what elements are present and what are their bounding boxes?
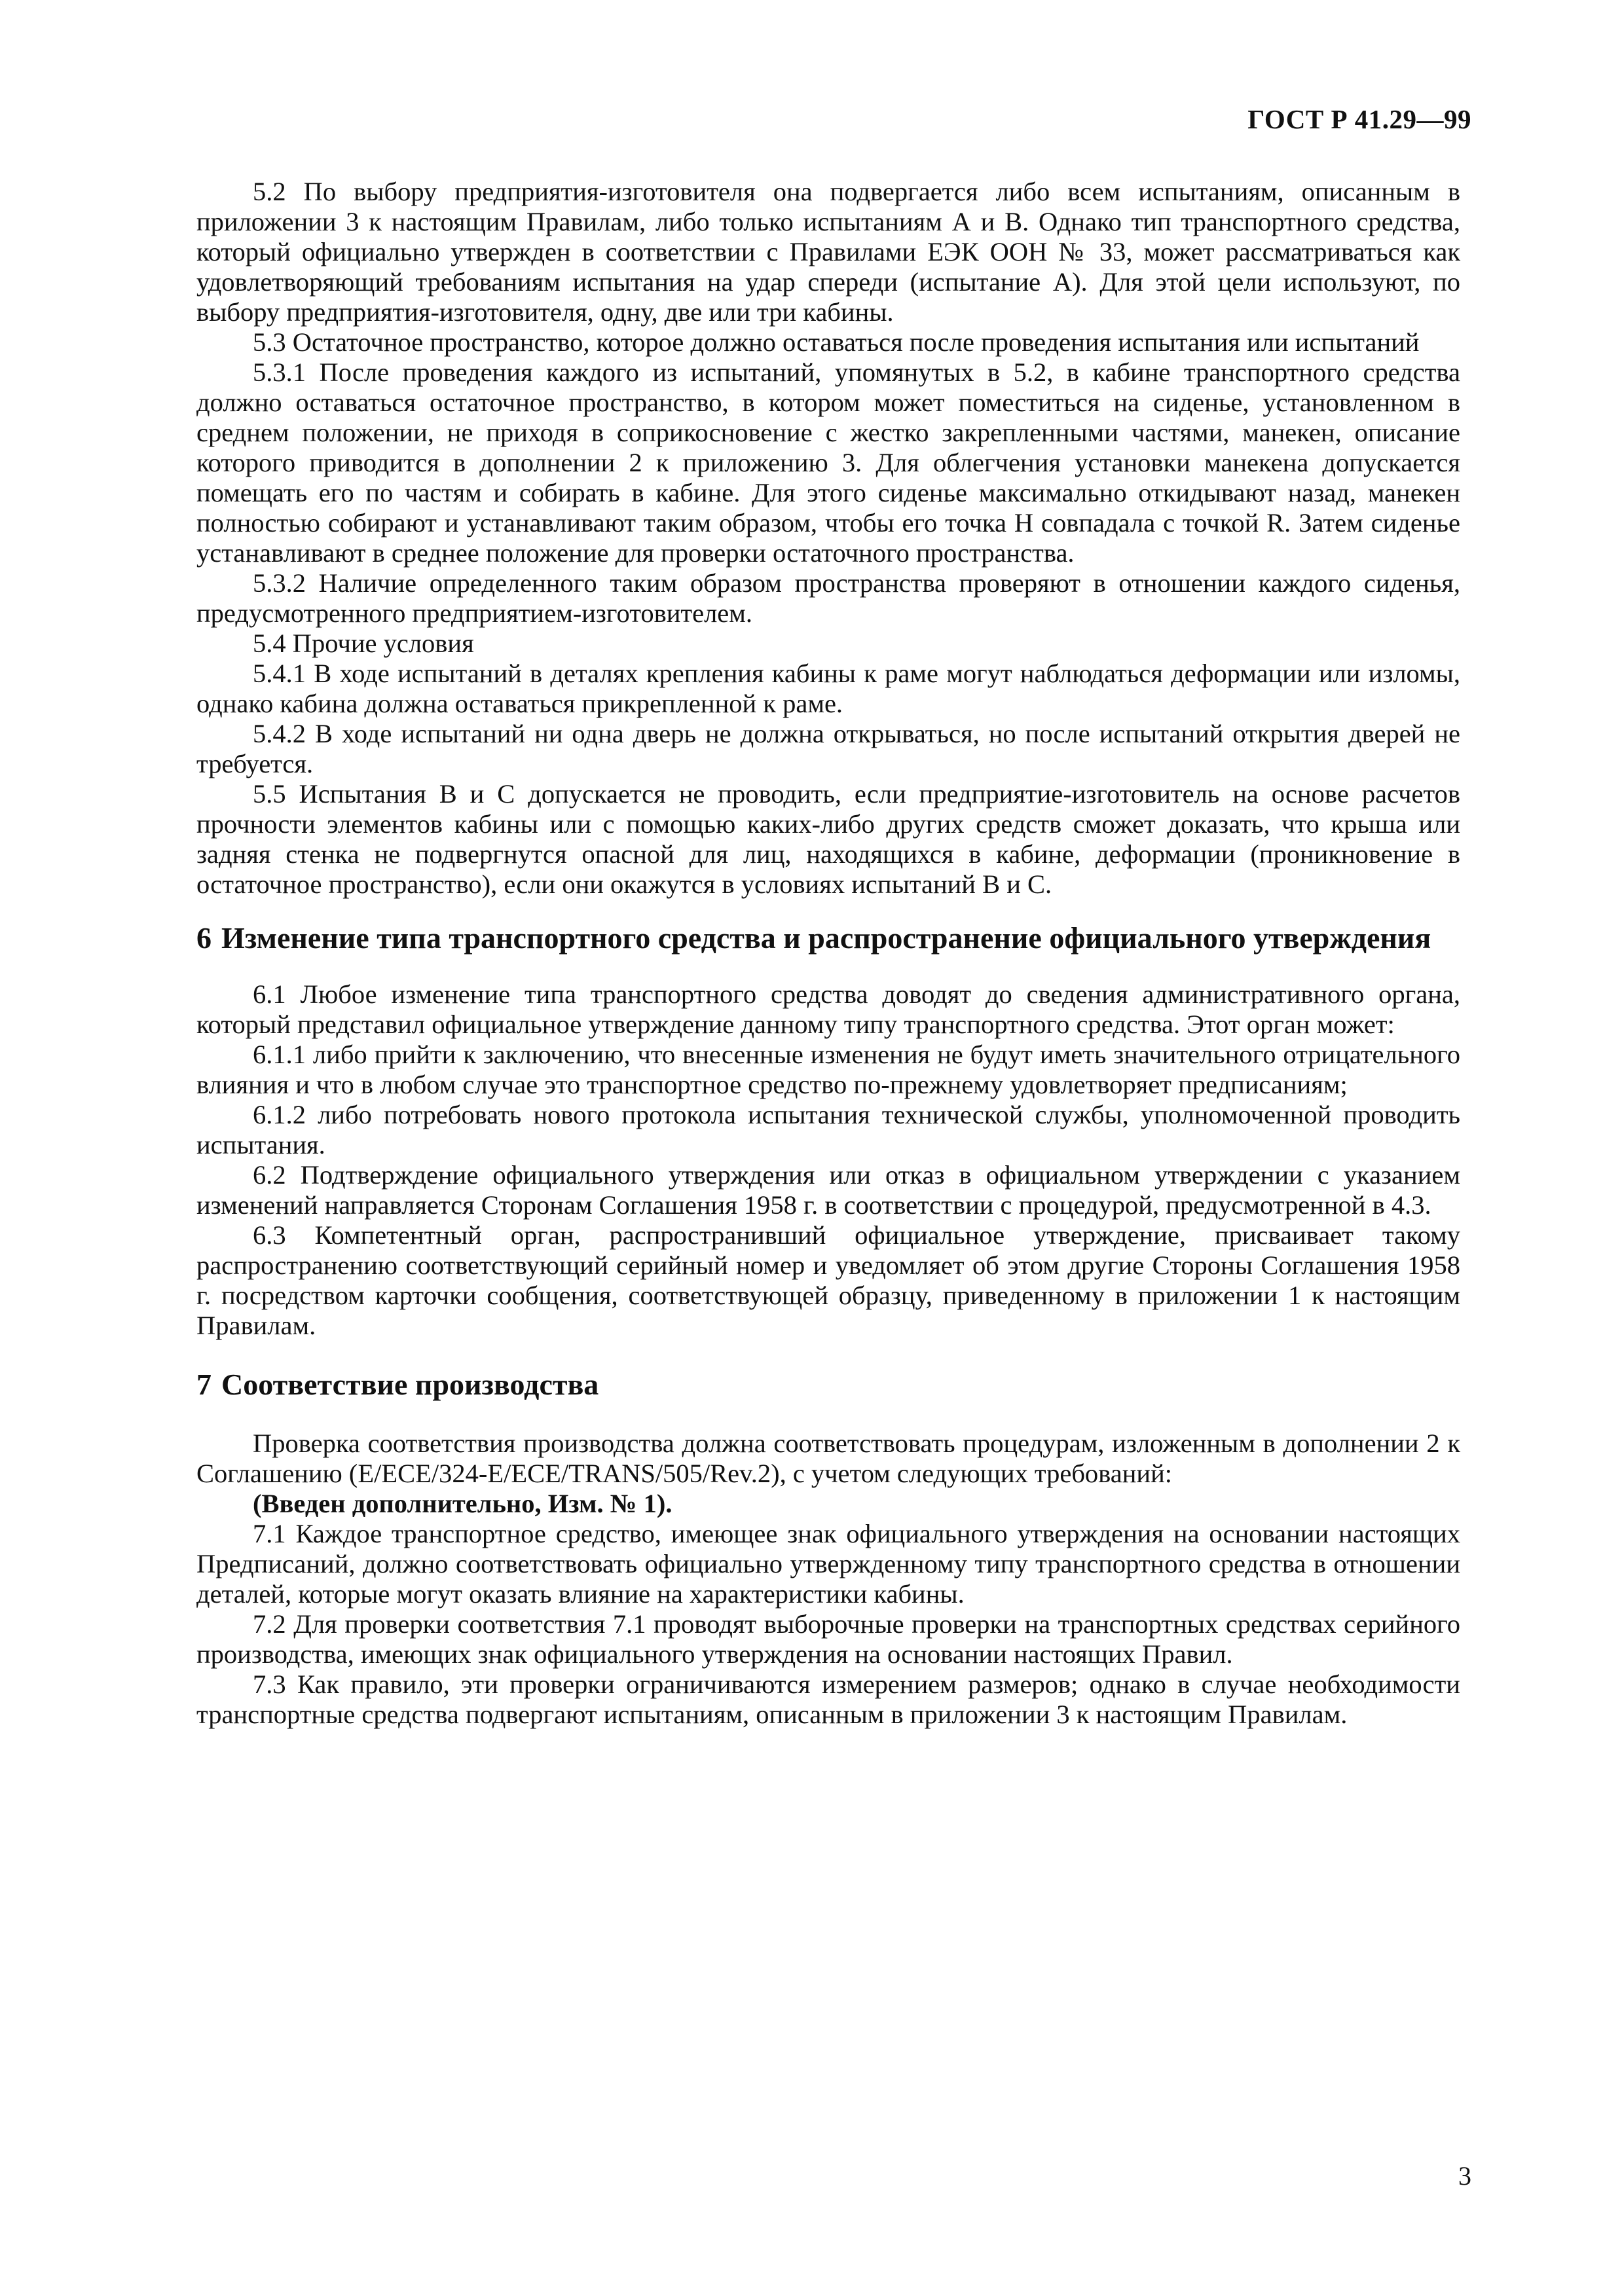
section-7-number: 7 (196, 1368, 212, 1401)
paragraph-5-3-1: 5.3.1 После проведения каждого из испытаний, упомянутых в 5.2, в кабине транспортного средства должно оставаться остаточное пространство, в котором может поместиться на сиденье, установленном в среднем положении, не приходя в соприкосновение с жестко закрепленными частями, манекен, описание которого приводится в дополнении 2 к приложению 3. Для облегчения установки манекена допускается помещать его по частям и собирать в кабине. Для этого сиденье максимально откидывают назад, манекен полностью собирают и устанавливают таким образом, чтобы его точка H совпадала с точкой R. Затем сиденье устанавливают в среднее положение для проверки остаточного пространства. (196, 357, 1460, 568)
paragraph-7-3: 7.3 Как правило, эти проверки ограничиваются измерением размеров; однако в случае необходимости транспортные средства подвергают испытаниям, описанным в приложении 3 к настоящим Правилам. (196, 1669, 1460, 1729)
paragraph-6-1: 6.1 Любое изменение типа транспортного средства доводят до сведения административного органа, который представил официальное утверждение данному типу транспортного средства. Этот орган может: (196, 979, 1460, 1039)
paragraph-6-2: 6.2 Подтверждение официального утверждения или отказ в официальном утверждении с указанием изменений направляется Сторонам Соглашения 1958 г. в соответствии с процедурой, предусмотренной в 4.3. (196, 1160, 1460, 1220)
paragraph-5-5: 5.5 Испытания В и С допускается не проводить, если предприятие-изготовитель на основе расчетов прочности элементов кабины или с помощью каких-либо других средств сможет доказать, что крыша или задняя стенка не подвергнутся опасной для лиц, находящихся в кабине, деформации (проникновение в остаточное пространство), если они окажутся в условиях испытаний В и С. (196, 779, 1460, 899)
paragraph-5-3-2: 5.3.2 Наличие определенного таким образом пространства проверяют в отношении каждого сиденья, предусмотренного предприятием-изготовителем. (196, 568, 1460, 628)
paragraph-7-2: 7.2 Для проверки соответствия 7.1 проводят выборочные проверки на транспортных средствах серийного производства, имеющих знак официального утверждения на основании настоящих Правил. (196, 1609, 1460, 1669)
paragraph-5-4-1: 5.4.1 В ходе испытаний в деталях крепления кабины к раме могут наблюдаться деформации или изломы, однако кабина должна оставаться прикрепленной к раме. (196, 659, 1460, 718)
section-7-heading (196, 1368, 1460, 1401)
paragraph-5-4: 5.4 Прочие условия (253, 629, 474, 658)
page-number: 3 (1458, 2161, 1471, 2191)
document-code: ГОСТ Р 41.29—99 (1247, 104, 1471, 134)
paragraph-5-4-2: 5.4.2 В ходе испытаний ни одна дверь не должна открываться, но после испытаний открытия дверей не требуется. (196, 719, 1460, 778)
paragraph-7-1: 7.1 Каждое транспортное средство, имеющее знак официального утверждения на основании настоящих Предписаний, должно соответствовать официально утвержденному типу транспортного средства в отношении деталей, которые могут оказать влияние на характеристики кабины. (196, 1519, 1460, 1609)
paragraph-6-3: 6.3 Компетентный орган, распространивший официальное утверждение, присваивает такому распространению соответствующий серийный номер и уведомляет об этом другие Стороны Соглашения 1958 г. посредством карточки сообщения, соответствующей образцу, приведенному в приложении 1 к настоящим Правилам. (196, 1220, 1460, 1340)
section-7-title: Соответствие производства (221, 1368, 599, 1401)
paragraph-5-2: 5.2 По выбору предприятия-изготовителя она подвергается либо всем испытаниям, описанным в приложении 3 к настоящим Правилам, либо только испытаниям А и В. Однако тип транспортного средства, который официально утвержден в соответствии с Правилами ЕЭК ООН № 33, может рассматриваться как удовлетворяющий требованиям испытания на удар спереди (испытание А). Для этой цели используют, по выбору предприятия-изготовителя, одну, две или три кабины. (196, 177, 1460, 327)
paragraph-6-1-2: 6.1.2 либо потребовать нового протокола испытания технической службы, уполномоченной проводить испытания. (196, 1100, 1460, 1159)
paragraph-6-1-1: 6.1.1 либо прийти к заключению, что внесенные изменения не будут иметь значительного отрицательного влияния и что в любом случае это транспортное средство по-прежнему удовлетворяет предписаниям; (196, 1040, 1460, 1099)
section-7-intro: Проверка соответствия производства должна соответствовать процедурам, изложенным в дополнении 2 к Соглашению (E/ECE/324-E/ECE/TRANS/505/Rev.2), с учетом следующих требований: (196, 1429, 1460, 1488)
section-6-number: 6 (196, 921, 212, 955)
amendment-note: (Введен дополнительно, Изм. № 1). (253, 1489, 673, 1518)
document-body (196, 177, 1460, 1730)
section-6-heading (196, 922, 1460, 955)
section-6-title: Изменение типа транспортного средства и распространение официального утверждения (221, 921, 1431, 955)
paragraph-5-3: 5.3 Остаточное пространство, которое должно оставаться после проведения испытания или испытаний (253, 327, 1420, 357)
